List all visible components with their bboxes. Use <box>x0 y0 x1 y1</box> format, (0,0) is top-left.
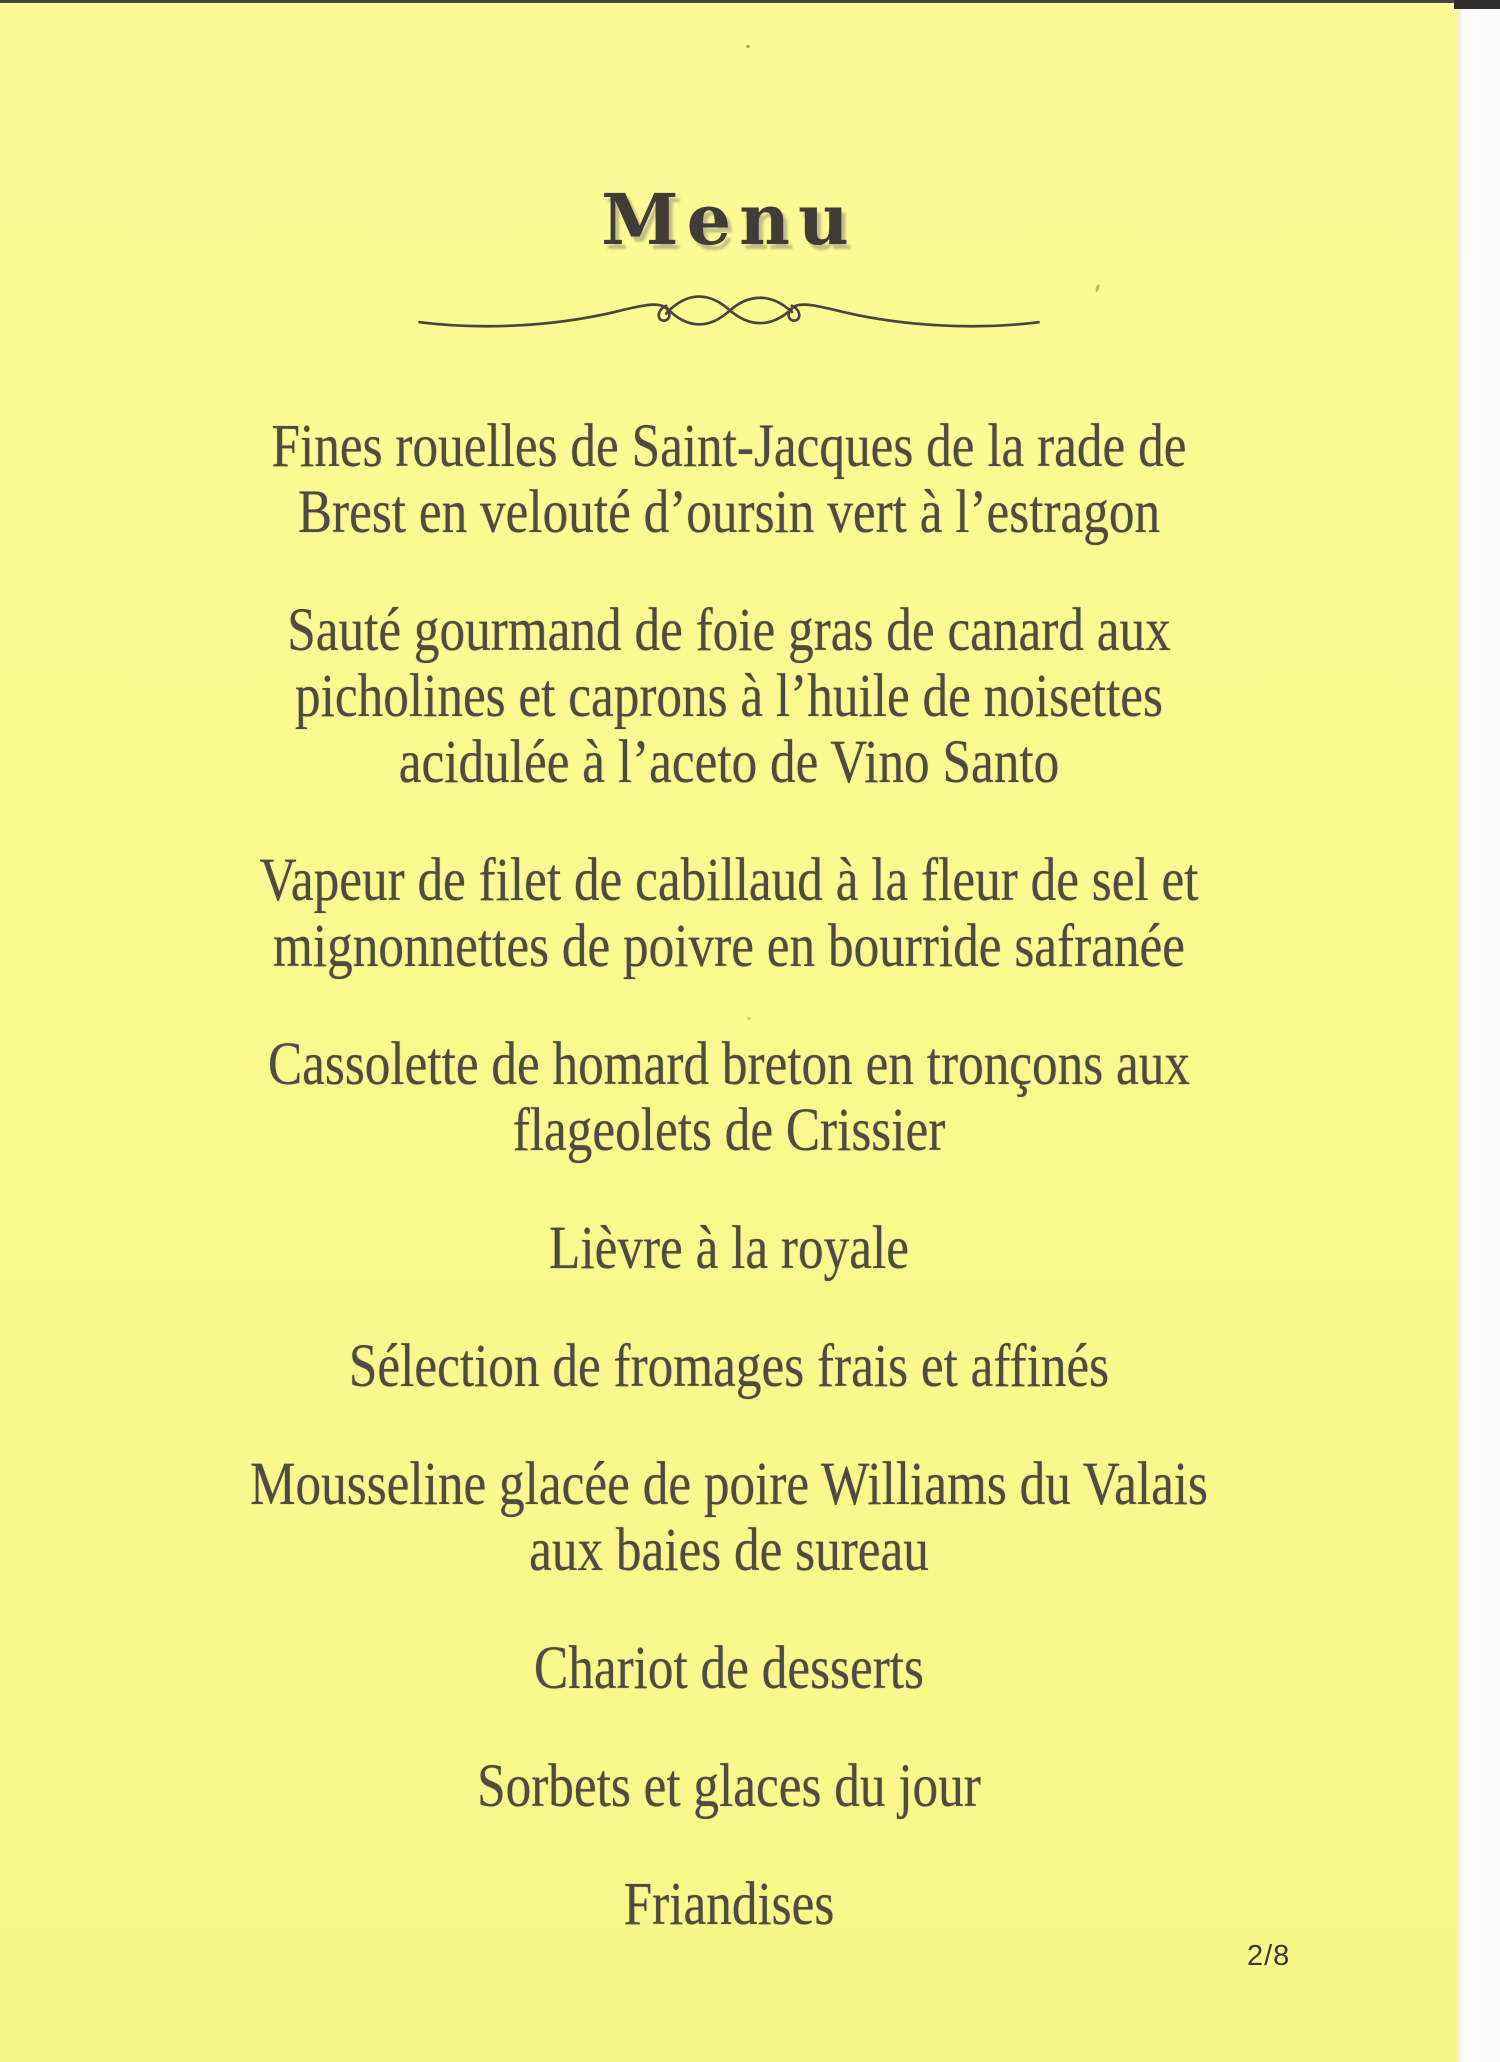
menu-item <box>117 1452 1342 1584</box>
menu-item-line: Vapeur de filet de cabillaud à la fleur de sel et <box>259 847 1199 914</box>
menu-item <box>117 1754 1342 1820</box>
menu-item-line: Brest en velouté d’oursin vert à l’estragon <box>297 479 1161 546</box>
scan-speck <box>746 45 750 48</box>
menu-item-line: Sauté gourmand de foie gras de canard aux <box>287 597 1171 664</box>
menu-item-line: aux baies de sureau <box>529 1517 929 1584</box>
menu-item-line: acidulée à l’aceto de Vino Santo <box>398 729 1060 796</box>
page-number: 2/8 <box>1247 1940 1291 1972</box>
menu-title: Menu <box>601 178 857 261</box>
menu-item <box>117 414 1342 546</box>
menu-item <box>117 1032 1342 1164</box>
menu-item <box>117 1636 1342 1702</box>
menu-item <box>117 1334 1342 1400</box>
menu-item <box>117 598 1342 796</box>
menu-item-line: mignonnettes de poivre en bourride safranée <box>272 913 1186 980</box>
menu-item-line: Sélection de fromages frais et affinés <box>348 1333 1110 1400</box>
swirl-flourish-divider <box>334 290 1124 334</box>
menu-items <box>117 414 1342 1938</box>
menu-item-line: Sorbets et glaces du jour <box>477 1753 981 1820</box>
menu-item-line: Fines rouelles de Saint-Jacques de la rade de <box>271 413 1187 480</box>
menu-item-line: Mousseline glacée de poire Williams du Valais <box>249 1451 1208 1518</box>
scan-corner-mark <box>1454 0 1500 9</box>
menu-item <box>117 1872 1342 1938</box>
menu-item-line: Friandises <box>623 1871 835 1938</box>
menu-item-line: Lièvre à la royale <box>549 1215 909 1282</box>
menu-item <box>117 1216 1342 1282</box>
menu-item-line: picholines et caprons à l’huile de noisettes <box>295 663 1163 730</box>
scan-speck <box>747 1017 751 1020</box>
scan-edge-line <box>0 0 1500 3</box>
menu-item <box>117 848 1342 980</box>
menu-item-line: Chariot de desserts <box>534 1635 924 1702</box>
scanner-edge-strip <box>1458 0 1500 2062</box>
menu-item-line: flageolets de Crissier <box>512 1097 946 1164</box>
menu-item-line: Cassolette de homard breton en tronçons aux <box>267 1031 1191 1098</box>
